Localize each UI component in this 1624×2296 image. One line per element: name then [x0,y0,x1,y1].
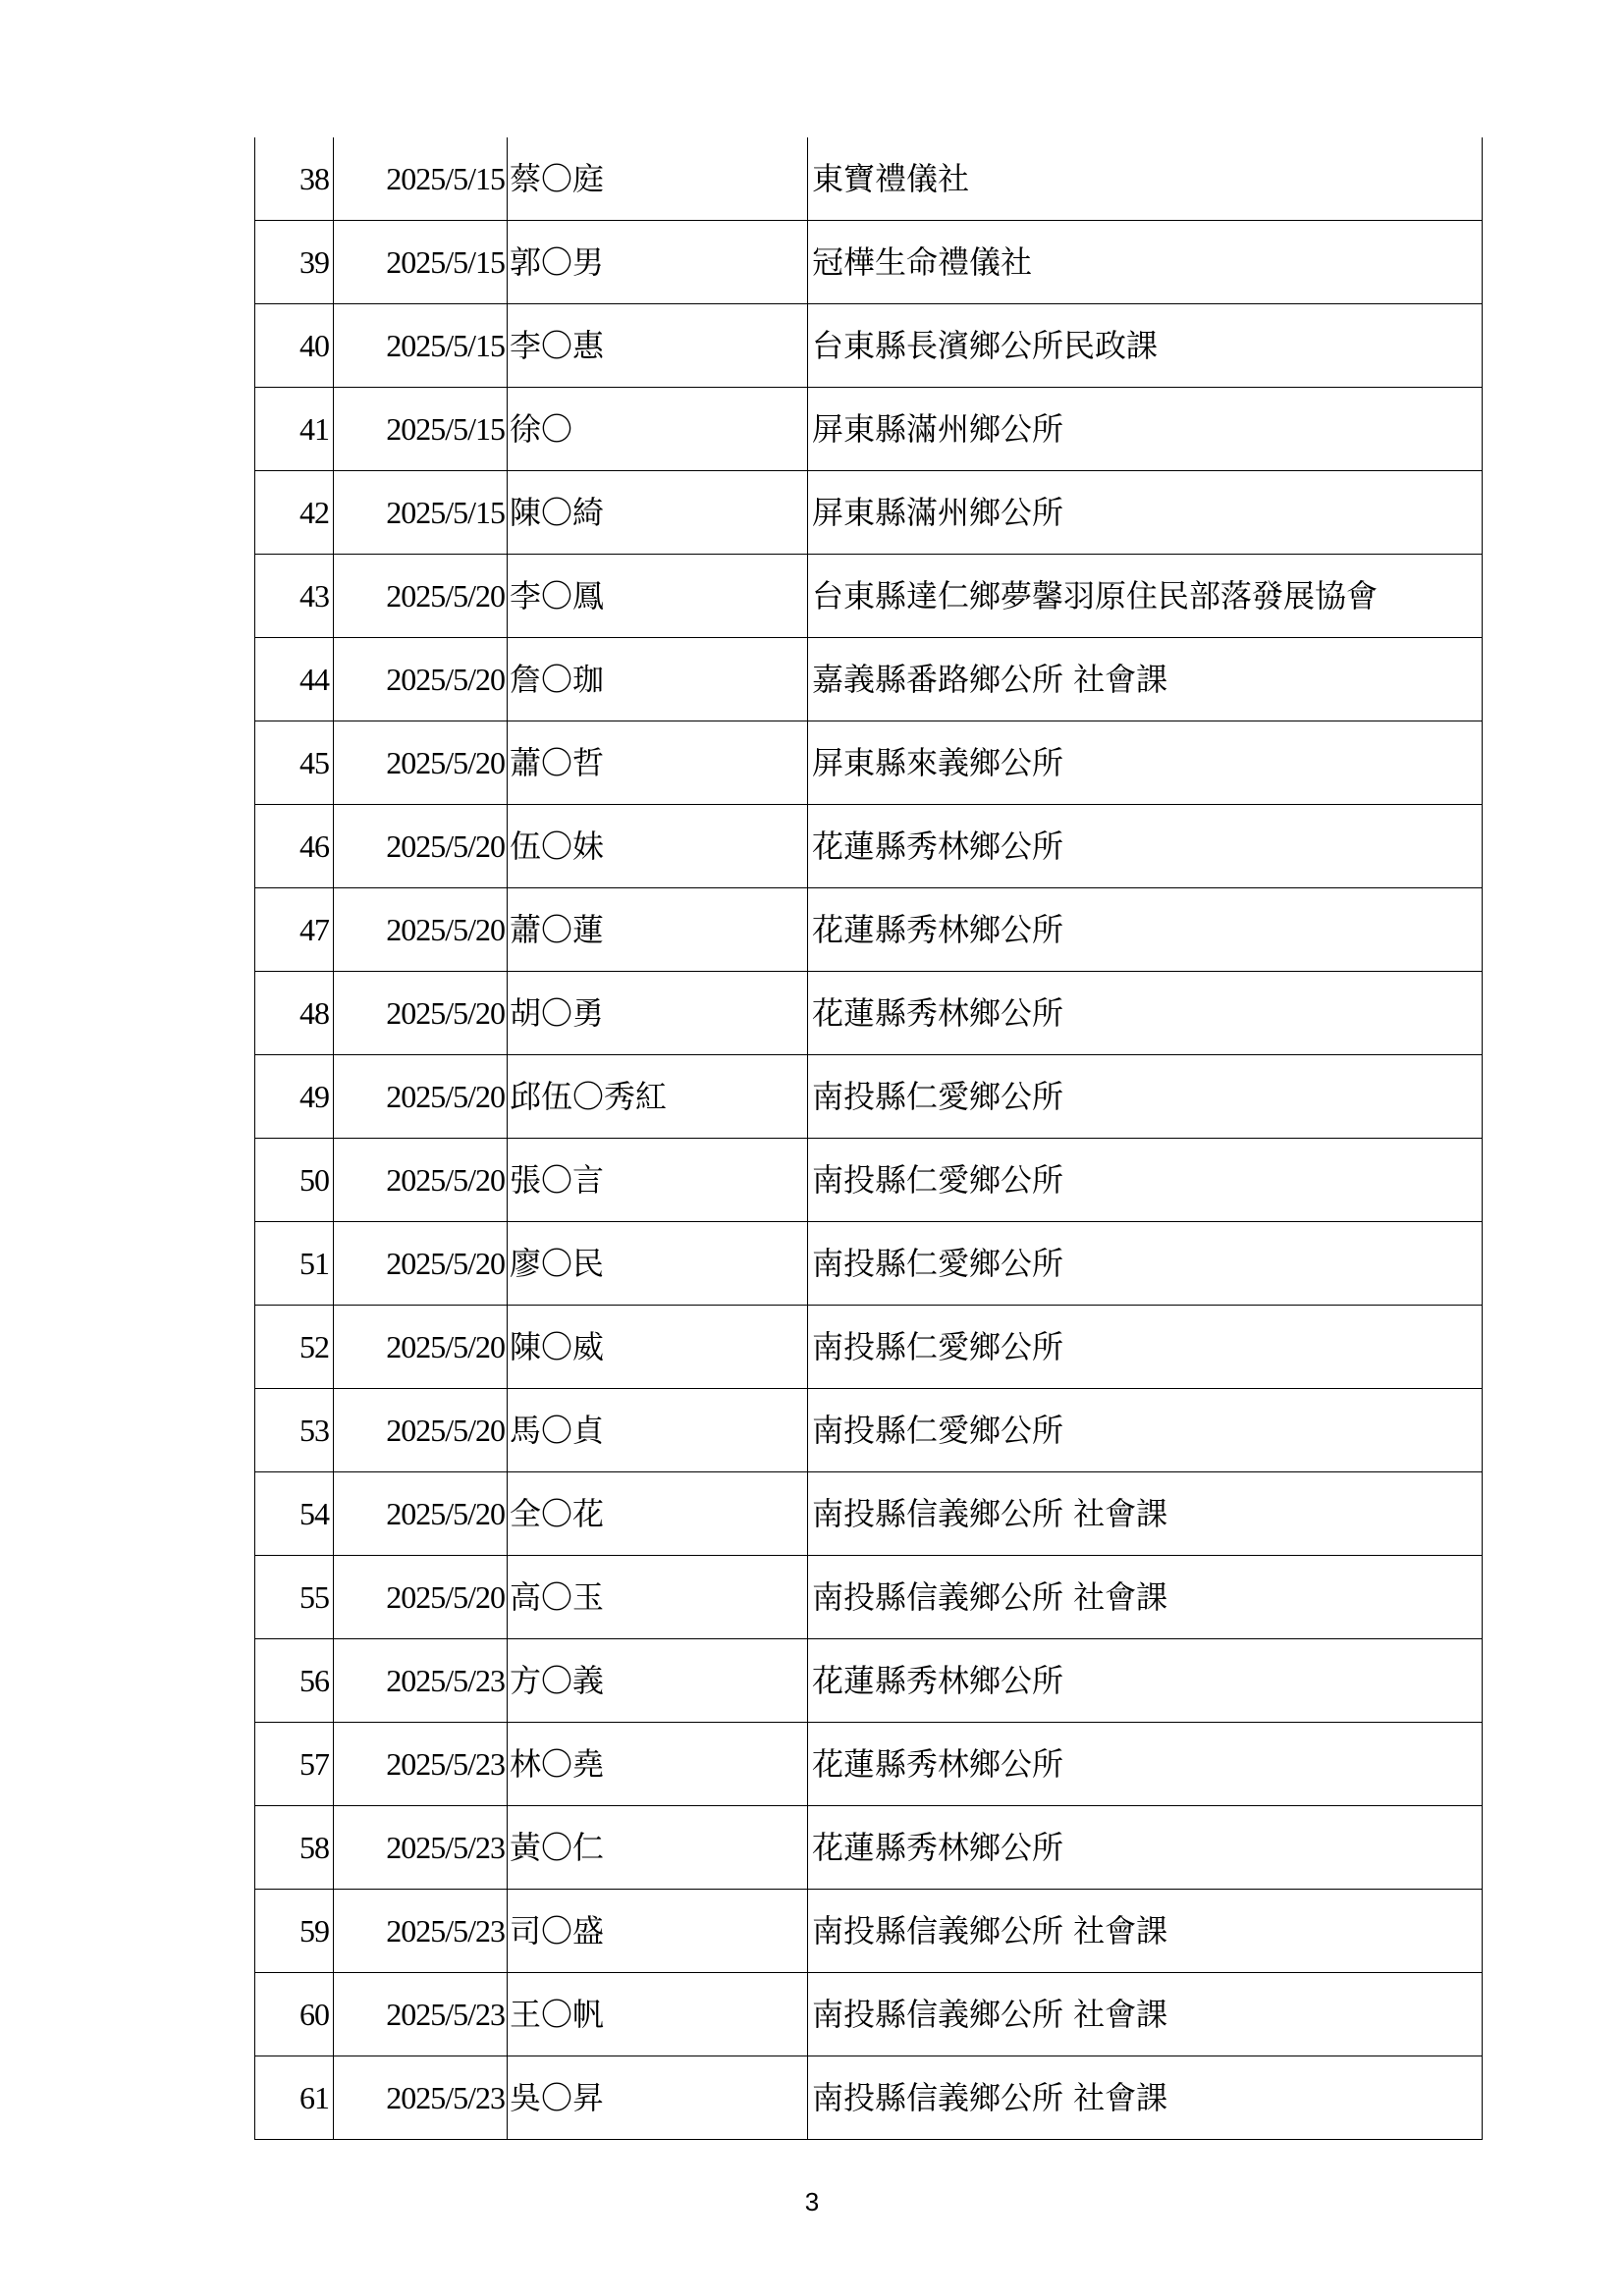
date-cell: 2025/5/20 [334,1556,508,1639]
name-cell: 方〇義 [508,1639,808,1723]
unit-cell: 南投縣信義鄉公所 社會課 [808,1556,1483,1639]
table-row [255,1222,1483,1306]
unit-cell: 花蓮縣秀林鄉公所 [808,972,1483,1055]
row-number-cell: 40 [255,304,334,388]
name-cell: 黃〇仁 [508,1806,808,1890]
row-number-cell: 61 [255,2056,334,2140]
unit-cell: 花蓮縣秀林鄉公所 [808,1639,1483,1723]
date-cell: 2025/5/20 [334,805,508,888]
table-row [255,1890,1483,1973]
row-number-cell: 58 [255,1806,334,1890]
name-cell: 吳〇昇 [508,2056,808,2140]
date-cell: 2025/5/20 [334,1222,508,1306]
unit-cell: 花蓮縣秀林鄉公所 [808,1806,1483,1890]
name-cell: 李〇惠 [508,304,808,388]
unit-cell: 花蓮縣秀林鄉公所 [808,805,1483,888]
name-cell: 廖〇民 [508,1222,808,1306]
table-row [255,1472,1483,1556]
row-number-cell: 39 [255,221,334,304]
table-row [255,388,1483,471]
name-cell: 胡〇勇 [508,972,808,1055]
date-cell: 2025/5/23 [334,1723,508,1806]
table-row [255,1306,1483,1389]
name-cell: 邱伍〇秀紅 [508,1055,808,1139]
date-cell: 2025/5/15 [334,221,508,304]
row-number-cell: 42 [255,471,334,555]
row-number-cell: 50 [255,1139,334,1222]
unit-cell: 花蓮縣秀林鄉公所 [808,1723,1483,1806]
name-cell: 伍〇妹 [508,805,808,888]
date-cell: 2025/5/20 [334,972,508,1055]
roster-table [254,137,1483,2140]
table-row [255,221,1483,304]
unit-cell: 南投縣信義鄉公所 社會課 [808,1890,1483,1973]
date-cell: 2025/5/20 [334,1139,508,1222]
row-number-cell: 41 [255,388,334,471]
row-number-cell: 45 [255,721,334,805]
date-cell: 2025/5/20 [334,638,508,721]
date-cell: 2025/5/20 [334,721,508,805]
name-cell: 張〇言 [508,1139,808,1222]
unit-cell: 南投縣仁愛鄉公所 [808,1389,1483,1472]
row-number-cell: 49 [255,1055,334,1139]
name-cell: 馬〇貞 [508,1389,808,1472]
name-cell: 詹〇珈 [508,638,808,721]
date-cell: 2025/5/15 [334,388,508,471]
row-number-cell: 48 [255,972,334,1055]
row-number-cell: 57 [255,1723,334,1806]
table-row [255,1556,1483,1639]
name-cell: 高〇玉 [508,1556,808,1639]
table-row [255,1806,1483,1890]
date-cell: 2025/5/20 [334,1306,508,1389]
name-cell: 蕭〇蓮 [508,888,808,972]
name-cell: 陳〇綺 [508,471,808,555]
unit-cell: 東寶禮儀社 [808,137,1483,221]
table-row [255,972,1483,1055]
unit-cell: 嘉義縣番路鄉公所 社會課 [808,638,1483,721]
row-number-cell: 43 [255,555,334,638]
unit-cell: 南投縣仁愛鄉公所 [808,1055,1483,1139]
name-cell: 徐〇 [508,388,808,471]
row-number-cell: 55 [255,1556,334,1639]
date-cell: 2025/5/20 [334,555,508,638]
table-row [255,638,1483,721]
table-row [255,555,1483,638]
name-cell: 司〇盛 [508,1890,808,1973]
row-number-cell: 53 [255,1389,334,1472]
unit-cell: 南投縣仁愛鄉公所 [808,1222,1483,1306]
date-cell: 2025/5/20 [334,1389,508,1472]
row-number-cell: 47 [255,888,334,972]
date-cell: 2025/5/20 [334,1055,508,1139]
date-cell: 2025/5/15 [334,471,508,555]
unit-cell: 屏東縣來義鄉公所 [808,721,1483,805]
table-row [255,1139,1483,1222]
table-row [255,1389,1483,1472]
table-row [255,2056,1483,2140]
name-cell: 林〇堯 [508,1723,808,1806]
name-cell: 王〇帆 [508,1973,808,2056]
table-row [255,137,1483,221]
unit-cell: 南投縣信義鄉公所 社會課 [808,2056,1483,2140]
row-number-cell: 59 [255,1890,334,1973]
table-row [255,1973,1483,2056]
page-number: 3 [804,2187,820,2216]
unit-cell: 花蓮縣秀林鄉公所 [808,888,1483,972]
name-cell: 全〇花 [508,1472,808,1556]
unit-cell: 台東縣達仁鄉夢馨羽原住民部落發展協會 [808,555,1483,638]
table-row [255,1639,1483,1723]
row-number-cell: 44 [255,638,334,721]
date-cell: 2025/5/23 [334,1973,508,2056]
name-cell: 蕭〇哲 [508,721,808,805]
date-cell: 2025/5/15 [334,304,508,388]
row-number-cell: 54 [255,1472,334,1556]
unit-cell: 台東縣長濱鄉公所民政課 [808,304,1483,388]
row-number-cell: 60 [255,1973,334,2056]
roster-table-body [255,137,1483,2140]
row-number-cell: 52 [255,1306,334,1389]
row-number-cell: 51 [255,1222,334,1306]
date-cell: 2025/5/15 [334,137,508,221]
row-number-cell: 56 [255,1639,334,1723]
unit-cell: 屏東縣滿州鄉公所 [808,471,1483,555]
table-row [255,304,1483,388]
date-cell: 2025/5/23 [334,2056,508,2140]
date-cell: 2025/5/20 [334,888,508,972]
table-row [255,805,1483,888]
name-cell: 陳〇威 [508,1306,808,1389]
table-row [255,1055,1483,1139]
name-cell: 蔡〇庭 [508,137,808,221]
unit-cell: 南投縣仁愛鄉公所 [808,1139,1483,1222]
unit-cell: 屏東縣滿州鄉公所 [808,388,1483,471]
date-cell: 2025/5/23 [334,1806,508,1890]
table-row [255,888,1483,972]
row-number-cell: 46 [255,805,334,888]
unit-cell: 冠樺生命禮儀社 [808,221,1483,304]
table-row [255,721,1483,805]
row-number-cell: 38 [255,137,334,221]
table-row [255,1723,1483,1806]
date-cell: 2025/5/23 [334,1890,508,1973]
date-cell: 2025/5/20 [334,1472,508,1556]
name-cell: 郭〇男 [508,221,808,304]
unit-cell: 南投縣信義鄉公所 社會課 [808,1973,1483,2056]
date-cell: 2025/5/23 [334,1639,508,1723]
unit-cell: 南投縣仁愛鄉公所 [808,1306,1483,1389]
unit-cell: 南投縣信義鄉公所 社會課 [808,1472,1483,1556]
table-row [255,471,1483,555]
name-cell: 李〇鳳 [508,555,808,638]
